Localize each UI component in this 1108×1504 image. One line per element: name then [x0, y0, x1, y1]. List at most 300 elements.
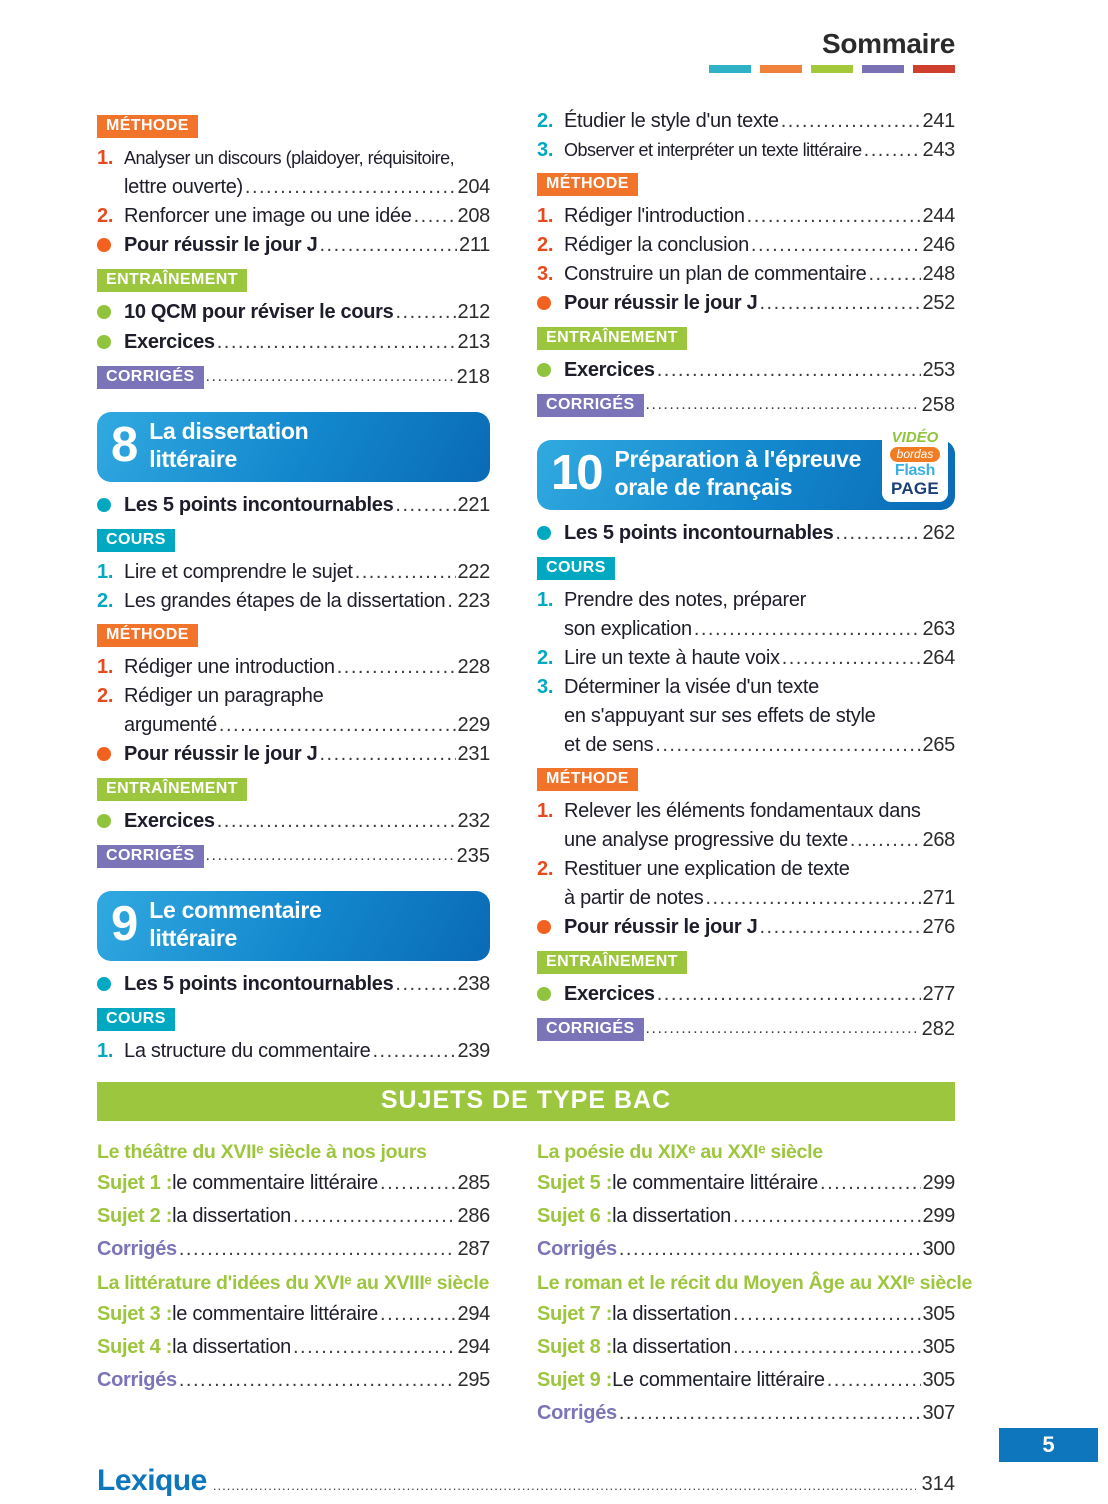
- toc-entry: [97, 298, 490, 328]
- page-ref: 239: [457, 1040, 490, 1062]
- leader-dots: [655, 731, 920, 760]
- header-dash: [709, 65, 751, 73]
- corriges-label: Corrigés: [537, 1402, 617, 1424]
- page-ref: 246: [922, 234, 955, 256]
- leader-dots: [217, 328, 456, 357]
- lexique-page-ref: 314: [921, 1473, 955, 1495]
- toc-entry-line: [124, 558, 490, 587]
- toc-entry-line: [564, 884, 955, 913]
- toc-entry: [537, 231, 955, 260]
- toc-entry: [97, 807, 490, 837]
- leader-dots: [372, 1037, 455, 1066]
- lexique-label: Lexique: [97, 1464, 207, 1497]
- toc-badge-row: [97, 622, 490, 648]
- page-title: Sommaire: [822, 28, 955, 59]
- sujet-row: [537, 1298, 955, 1331]
- toc-entry-line: [124, 807, 490, 836]
- number-marker: 3.: [537, 139, 554, 161]
- section-badge-methode: MÉTHODE: [537, 768, 638, 791]
- toc-badge-row: [537, 949, 955, 975]
- toc-entry-body: [564, 107, 955, 136]
- bullet-marker: [537, 356, 564, 386]
- toc-entry-body: [124, 1037, 490, 1066]
- page-ref: 258: [921, 393, 955, 416]
- sujet-label: Sujet 1 :: [97, 1172, 173, 1194]
- leader-dots: [864, 136, 921, 165]
- toc-entry-body: [564, 673, 955, 760]
- sujets-section: [97, 1135, 973, 1430]
- number-marker: 3.: [537, 676, 554, 698]
- toc-entry: [537, 107, 955, 136]
- leader-dots: [835, 519, 920, 548]
- leader-dots: [414, 202, 456, 231]
- toc-entry-body: [564, 356, 955, 386]
- page-ref: 294: [457, 1303, 490, 1325]
- leader-dots: [733, 1331, 921, 1364]
- toc-entry-line: [124, 970, 490, 999]
- leader-dots: [751, 231, 921, 260]
- sujet-row: [537, 1200, 955, 1233]
- chapter-title: [149, 897, 321, 951]
- toc-entry-body: [564, 231, 955, 260]
- toc-badge-row: [537, 325, 955, 351]
- leader-dots: [759, 913, 920, 942]
- toc-entry-text: son explication: [564, 618, 692, 640]
- leader-dots: [206, 368, 455, 386]
- toc-entry: [97, 328, 490, 358]
- chapter-number: 9: [111, 897, 137, 951]
- orange-bullet-icon: [97, 238, 111, 252]
- leader-dots: [245, 173, 456, 202]
- toc-entry-body: [564, 136, 955, 165]
- bordas-logo: bordas: [890, 447, 941, 463]
- toc-entry-body: [124, 587, 490, 616]
- sujet-text: le commentaire littéraire: [612, 1172, 819, 1194]
- sujet-row: [97, 1200, 490, 1233]
- toc-entry-text: Restituer une explication de texte: [564, 858, 850, 880]
- sujet-text: la dissertation: [612, 1205, 731, 1227]
- toc-entry-text: Relever les éléments fondamentaux dans: [564, 800, 921, 822]
- toc-entry: [97, 653, 490, 682]
- sujets-period-heading: La poésie du XIXᵉ au XXIᵉ siècle: [537, 1141, 823, 1163]
- page-ref: 223: [457, 590, 490, 612]
- bullet-marker: [97, 491, 124, 521]
- toc-entry-line: [124, 173, 490, 202]
- toc-entry-text: Exercices: [564, 359, 655, 381]
- green-bullet-icon: [537, 987, 551, 1001]
- page-ref: 307: [922, 1402, 955, 1424]
- toc-columns: [97, 107, 955, 1066]
- sujet-text: Le commentaire littéraire: [612, 1369, 825, 1391]
- toc-entry-text: Construire un plan de commentaire: [564, 263, 867, 285]
- video-label: VIDÉO: [891, 429, 939, 446]
- number-marker: 1.: [537, 800, 554, 822]
- toc-entry-body: [124, 970, 490, 1000]
- toc-entry-body: [124, 682, 490, 740]
- corriges-row: [97, 1233, 490, 1266]
- sujet-row: [537, 1167, 955, 1200]
- leader-dots: [782, 644, 921, 673]
- toc-entry-line: [564, 136, 955, 165]
- sujet-label: Sujet 4 :: [97, 1336, 173, 1358]
- bullet-marker: [97, 231, 124, 261]
- toc-entry-text: Lire et comprendre le sujet: [124, 561, 353, 583]
- teal-bullet-icon: [97, 977, 111, 991]
- toc-entry-body: [124, 328, 490, 358]
- toc-entry-line: [124, 202, 490, 231]
- toc-entry-line: [124, 587, 490, 616]
- leader-dots: [619, 1397, 921, 1430]
- toc-entry-text: Exercices: [124, 810, 215, 832]
- toc-entry: [97, 740, 490, 770]
- toc-entry-text: Pour réussir le jour J: [564, 292, 758, 314]
- leader-dots: [337, 653, 456, 682]
- leader-dots: [447, 587, 455, 616]
- toc-badge-row: [537, 392, 955, 418]
- toc-entry-body: [124, 740, 490, 770]
- leader-dots: [850, 826, 921, 855]
- toc-entry-line: [124, 491, 490, 520]
- bullet-marker: [97, 970, 124, 1000]
- page-ref: 305: [922, 1303, 955, 1325]
- toc-badge-row: [97, 267, 490, 293]
- toc-entry-text: Rédiger l'introduction: [564, 205, 745, 227]
- bullet-marker: [97, 328, 124, 358]
- toc-entry: [537, 644, 955, 673]
- orange-bullet-icon: [97, 747, 111, 761]
- number-marker: 2.: [537, 858, 554, 880]
- page-ref: 276: [922, 916, 955, 938]
- toc-entry: [537, 136, 955, 165]
- toc-entry-line: [564, 107, 955, 136]
- number-marker: 1.: [537, 589, 554, 611]
- number-marker: 1.: [97, 656, 114, 678]
- toc-entry: [537, 202, 955, 231]
- leader-dots: [319, 231, 457, 260]
- toc-entry-text: Les 5 points incontournables: [564, 522, 834, 544]
- number-marker: 2.: [537, 234, 554, 256]
- toc-entry-line: [564, 913, 955, 942]
- toc-entry-line: [564, 231, 955, 260]
- page-ref: 231: [457, 743, 490, 765]
- section-badge-corriges: CORRIGÉS: [537, 394, 644, 417]
- leader-dots: [657, 980, 921, 1009]
- toc-entry-text: Observer et interpréter un texte littéraire: [564, 140, 862, 160]
- toc-entry-body: [564, 519, 955, 549]
- toc-entry-text: Rédiger un paragraphe: [124, 685, 324, 707]
- page-ref: 305: [922, 1336, 955, 1358]
- chapter-title-line: orale de français: [614, 473, 793, 500]
- page-ref: 277: [922, 983, 955, 1005]
- section-badge-methode: MÉTHODE: [537, 173, 638, 196]
- toc-entry-text: Les 5 points incontournables: [124, 494, 394, 516]
- number-marker: 1.: [97, 561, 114, 583]
- bullet-marker: [537, 913, 564, 943]
- toc-entry-line: [124, 231, 490, 260]
- toc-entry-line: [564, 586, 955, 615]
- chapter-title: [615, 446, 862, 500]
- leader-dots: [179, 1364, 456, 1397]
- section-badge-corriges: CORRIGÉS: [97, 366, 204, 389]
- sujet-row: [537, 1331, 955, 1364]
- toc-entry-line: [124, 144, 490, 173]
- bullet-marker: [537, 519, 564, 549]
- leader-dots: [781, 107, 921, 136]
- toc-entry-body: [564, 260, 955, 289]
- toc-entry-body: [124, 298, 490, 328]
- toc-entry-body: [124, 202, 490, 231]
- toc-entry: [537, 519, 955, 549]
- toc-entry-line: [564, 289, 955, 318]
- toc-badge-row: [97, 776, 490, 802]
- toc-entry: [537, 673, 955, 760]
- corriges-label: Corrigés: [537, 1238, 617, 1260]
- toc-entry-line: [564, 260, 955, 289]
- toc-badge-row: [537, 1016, 955, 1042]
- sujets-period-heading: Le roman et le récit du Moyen Âge au XXIᵉ siècle: [537, 1272, 973, 1294]
- sujet-label: Sujet 7 :: [537, 1303, 613, 1325]
- page-ref: 286: [457, 1205, 490, 1227]
- toc-entry: [537, 356, 955, 386]
- toc-entry-text: Rédiger la conclusion: [564, 234, 749, 256]
- page-ref: 252: [922, 292, 955, 314]
- page-content: [97, 28, 973, 1498]
- corriges-label: Corrigés: [97, 1238, 177, 1260]
- toc-entry-line: [124, 682, 490, 711]
- number-marker: 2.: [537, 647, 554, 669]
- chapter-number: 10: [551, 446, 602, 500]
- header-dash: [760, 65, 802, 73]
- toc-entry-body: [564, 797, 955, 855]
- page-ref: 244: [922, 205, 955, 227]
- toc-entry: [97, 970, 490, 1000]
- toc-entry-text: Lire un texte à haute voix: [564, 647, 780, 669]
- sujet-text: le commentaire littéraire: [172, 1303, 379, 1325]
- page-ref: 248: [922, 263, 955, 285]
- sujet-row: [97, 1167, 490, 1200]
- page-ref: 204: [457, 176, 490, 198]
- toc-badge-row: [537, 555, 955, 581]
- toc-badge-row: [537, 171, 955, 197]
- page-ref: 299: [922, 1205, 955, 1227]
- toc-entry: [97, 491, 490, 521]
- leader-dots: [206, 847, 455, 865]
- toc-entry-text: et de sens: [564, 734, 654, 756]
- page-ref: 241: [922, 110, 955, 132]
- sujet-text: la dissertation: [172, 1205, 291, 1227]
- sujet-label: Sujet 5 :: [537, 1172, 613, 1194]
- corriges-row: [537, 1233, 955, 1266]
- number-marker: 2.: [97, 685, 114, 707]
- number-marker: 1.: [97, 147, 114, 169]
- corriges-row: [97, 1364, 490, 1397]
- page-ref: 285: [457, 1172, 490, 1194]
- toc-entry-text: Étudier le style d'un texte: [564, 110, 779, 132]
- toc-entry-line: [564, 826, 955, 855]
- toc-entry-text: en s'appuyant sur ses effets de style: [564, 705, 876, 727]
- toc-entry-text: Déterminer la visée d'un texte: [564, 676, 819, 698]
- toc-entry-line: [564, 797, 955, 826]
- toc-entry: [97, 231, 490, 261]
- sujet-text: le commentaire littéraire: [172, 1172, 379, 1194]
- toc-entry-body: [124, 231, 490, 261]
- section-badge-entrainement: ENTRAÎNEMENT: [97, 269, 247, 292]
- chapter-10-header: [537, 429, 955, 510]
- bullet-marker: [97, 807, 124, 837]
- sujet-row: [537, 1364, 955, 1397]
- toc-entry-body: [564, 913, 955, 943]
- page-number-badge: 5: [999, 1428, 1098, 1462]
- toc-badge-row: [97, 527, 490, 553]
- toc-entry-body: [124, 807, 490, 837]
- toc-entry: [537, 260, 955, 289]
- toc-entry-text: Pour réussir le jour J: [124, 743, 318, 765]
- section-badge-cours: COURS: [97, 1008, 175, 1031]
- sujet-text: la dissertation: [612, 1303, 731, 1325]
- orange-bullet-icon: [537, 296, 551, 310]
- page-ref: 295: [457, 1369, 490, 1391]
- toc-entry: [537, 586, 955, 644]
- toc-entry-text: Les grandes étapes de la dissertation: [124, 590, 446, 612]
- page-ref: 229: [457, 714, 490, 736]
- leader-dots: [619, 1233, 921, 1266]
- toc-entry-body: [564, 855, 955, 913]
- toc-entry: [537, 980, 955, 1010]
- toc-entry: [97, 144, 490, 202]
- toc-entry-text: argumenté: [124, 714, 217, 736]
- sujet-label: Sujet 6 :: [537, 1205, 613, 1227]
- chapter-title-line: Préparation à l'épreuve: [614, 446, 862, 473]
- toc-entry-text: Renforcer une image ou une idée: [124, 205, 412, 227]
- toc-right-column: [537, 107, 955, 1047]
- number-marker: 1.: [97, 1040, 114, 1062]
- header-dash: [913, 65, 955, 73]
- leader-dots: [759, 289, 920, 318]
- leader-dots: [213, 1478, 916, 1493]
- leader-dots: [355, 558, 456, 587]
- section-badge-entrainement: ENTRAÎNEMENT: [537, 951, 687, 974]
- toc-entry-text: Exercices: [124, 331, 215, 353]
- toc-badge-row: [97, 364, 490, 390]
- toc-entry-line: [564, 673, 955, 702]
- chapter-title: [149, 418, 308, 472]
- page-ref: 299: [922, 1172, 955, 1194]
- teal-bullet-icon: [537, 526, 551, 540]
- chapter-number: 8: [111, 418, 137, 472]
- toc-entry-line: [564, 519, 955, 548]
- toc-entry-body: [564, 586, 955, 644]
- flashpage-label-flash: Flash: [894, 462, 936, 480]
- toc-entry-body: [124, 558, 490, 587]
- section-badge-corriges: CORRIGÉS: [97, 845, 204, 868]
- header-dash: [862, 65, 904, 73]
- sujet-label: Sujet 2 :: [97, 1205, 173, 1227]
- toc-entry-line: [124, 711, 490, 740]
- toc-entry-text: Pour réussir le jour J: [124, 234, 318, 256]
- number-marker: 1.: [537, 205, 554, 227]
- sujets-left-column: [97, 1135, 490, 1397]
- section-badge-methode: MÉTHODE: [97, 115, 198, 138]
- page-ref: 263: [922, 618, 955, 640]
- toc-entry: [97, 682, 490, 740]
- leader-dots: [395, 491, 455, 520]
- bullet-marker: [537, 289, 564, 319]
- sujets-period-heading: Le théâtre du XVIIᵉ siècle à nos jours: [97, 1141, 427, 1163]
- leader-dots: [395, 970, 455, 999]
- leader-dots: [827, 1364, 921, 1397]
- toc-entry-line: [564, 731, 955, 760]
- toc-entry-text: La structure du commentaire: [124, 1040, 371, 1062]
- leader-dots: [293, 1200, 456, 1233]
- toc-entry-line: [124, 1037, 490, 1066]
- leader-dots: [646, 396, 920, 414]
- toc-entry-body: [564, 202, 955, 231]
- leader-dots: [219, 711, 456, 740]
- sujets-bac-banner: SUJETS DE TYPE BAC: [97, 1082, 955, 1121]
- page-ref: 211: [459, 234, 490, 256]
- toc-entry: [537, 913, 955, 943]
- sujets-right-column: [537, 1135, 973, 1430]
- page-ref: 300: [922, 1238, 955, 1260]
- leader-dots: [705, 884, 920, 913]
- toc-left-column: [97, 107, 490, 1066]
- toc-entry-body: [124, 491, 490, 521]
- number-marker: 2.: [537, 110, 554, 132]
- page-ref: 228: [457, 656, 490, 678]
- toc-entry-line: [564, 980, 955, 1009]
- chapter-9-header: [97, 891, 490, 961]
- toc-entry: [97, 1037, 490, 1066]
- page-ref: 271: [922, 887, 955, 909]
- leader-dots: [657, 356, 921, 385]
- page-ref: 287: [457, 1238, 490, 1260]
- page-ref: 235: [456, 844, 490, 867]
- chapter-8-header: [97, 412, 490, 482]
- toc-entry-line: [564, 702, 955, 731]
- chapter-title-line: Le commentaire: [149, 897, 322, 924]
- header-dash: [811, 65, 853, 73]
- leader-dots: [747, 202, 921, 231]
- toc-entry-body: [564, 289, 955, 319]
- leader-dots: [733, 1298, 921, 1331]
- toc-entry: [97, 558, 490, 587]
- page-ref: 238: [457, 973, 490, 995]
- leader-dots: [733, 1200, 921, 1233]
- leader-dots: [820, 1167, 921, 1200]
- leader-dots: [868, 260, 920, 289]
- section-badge-cours: COURS: [537, 557, 615, 580]
- section-badge-cours: COURS: [97, 529, 175, 552]
- page-ref: 212: [457, 301, 490, 323]
- sujet-label: Sujet 3 :: [97, 1303, 173, 1325]
- green-bullet-icon: [97, 305, 111, 319]
- number-marker: 3.: [537, 263, 554, 285]
- chapter-title-line: littéraire: [149, 924, 238, 951]
- green-bullet-icon: [97, 335, 111, 349]
- toc-entry-line: [564, 356, 955, 385]
- bullet-marker: [537, 980, 564, 1010]
- page-ref: 264: [922, 647, 955, 669]
- toc-entry-line: [564, 644, 955, 673]
- leader-dots: [179, 1233, 456, 1266]
- corriges-label: Corrigés: [97, 1369, 177, 1391]
- page-header: [97, 28, 955, 73]
- toc-entry: [537, 289, 955, 319]
- toc-entry-line: [564, 615, 955, 644]
- toc-entry-text: une analyse progressive du texte: [564, 829, 848, 851]
- flashpage-label-page: PAGE: [890, 479, 940, 499]
- green-bullet-icon: [97, 814, 111, 828]
